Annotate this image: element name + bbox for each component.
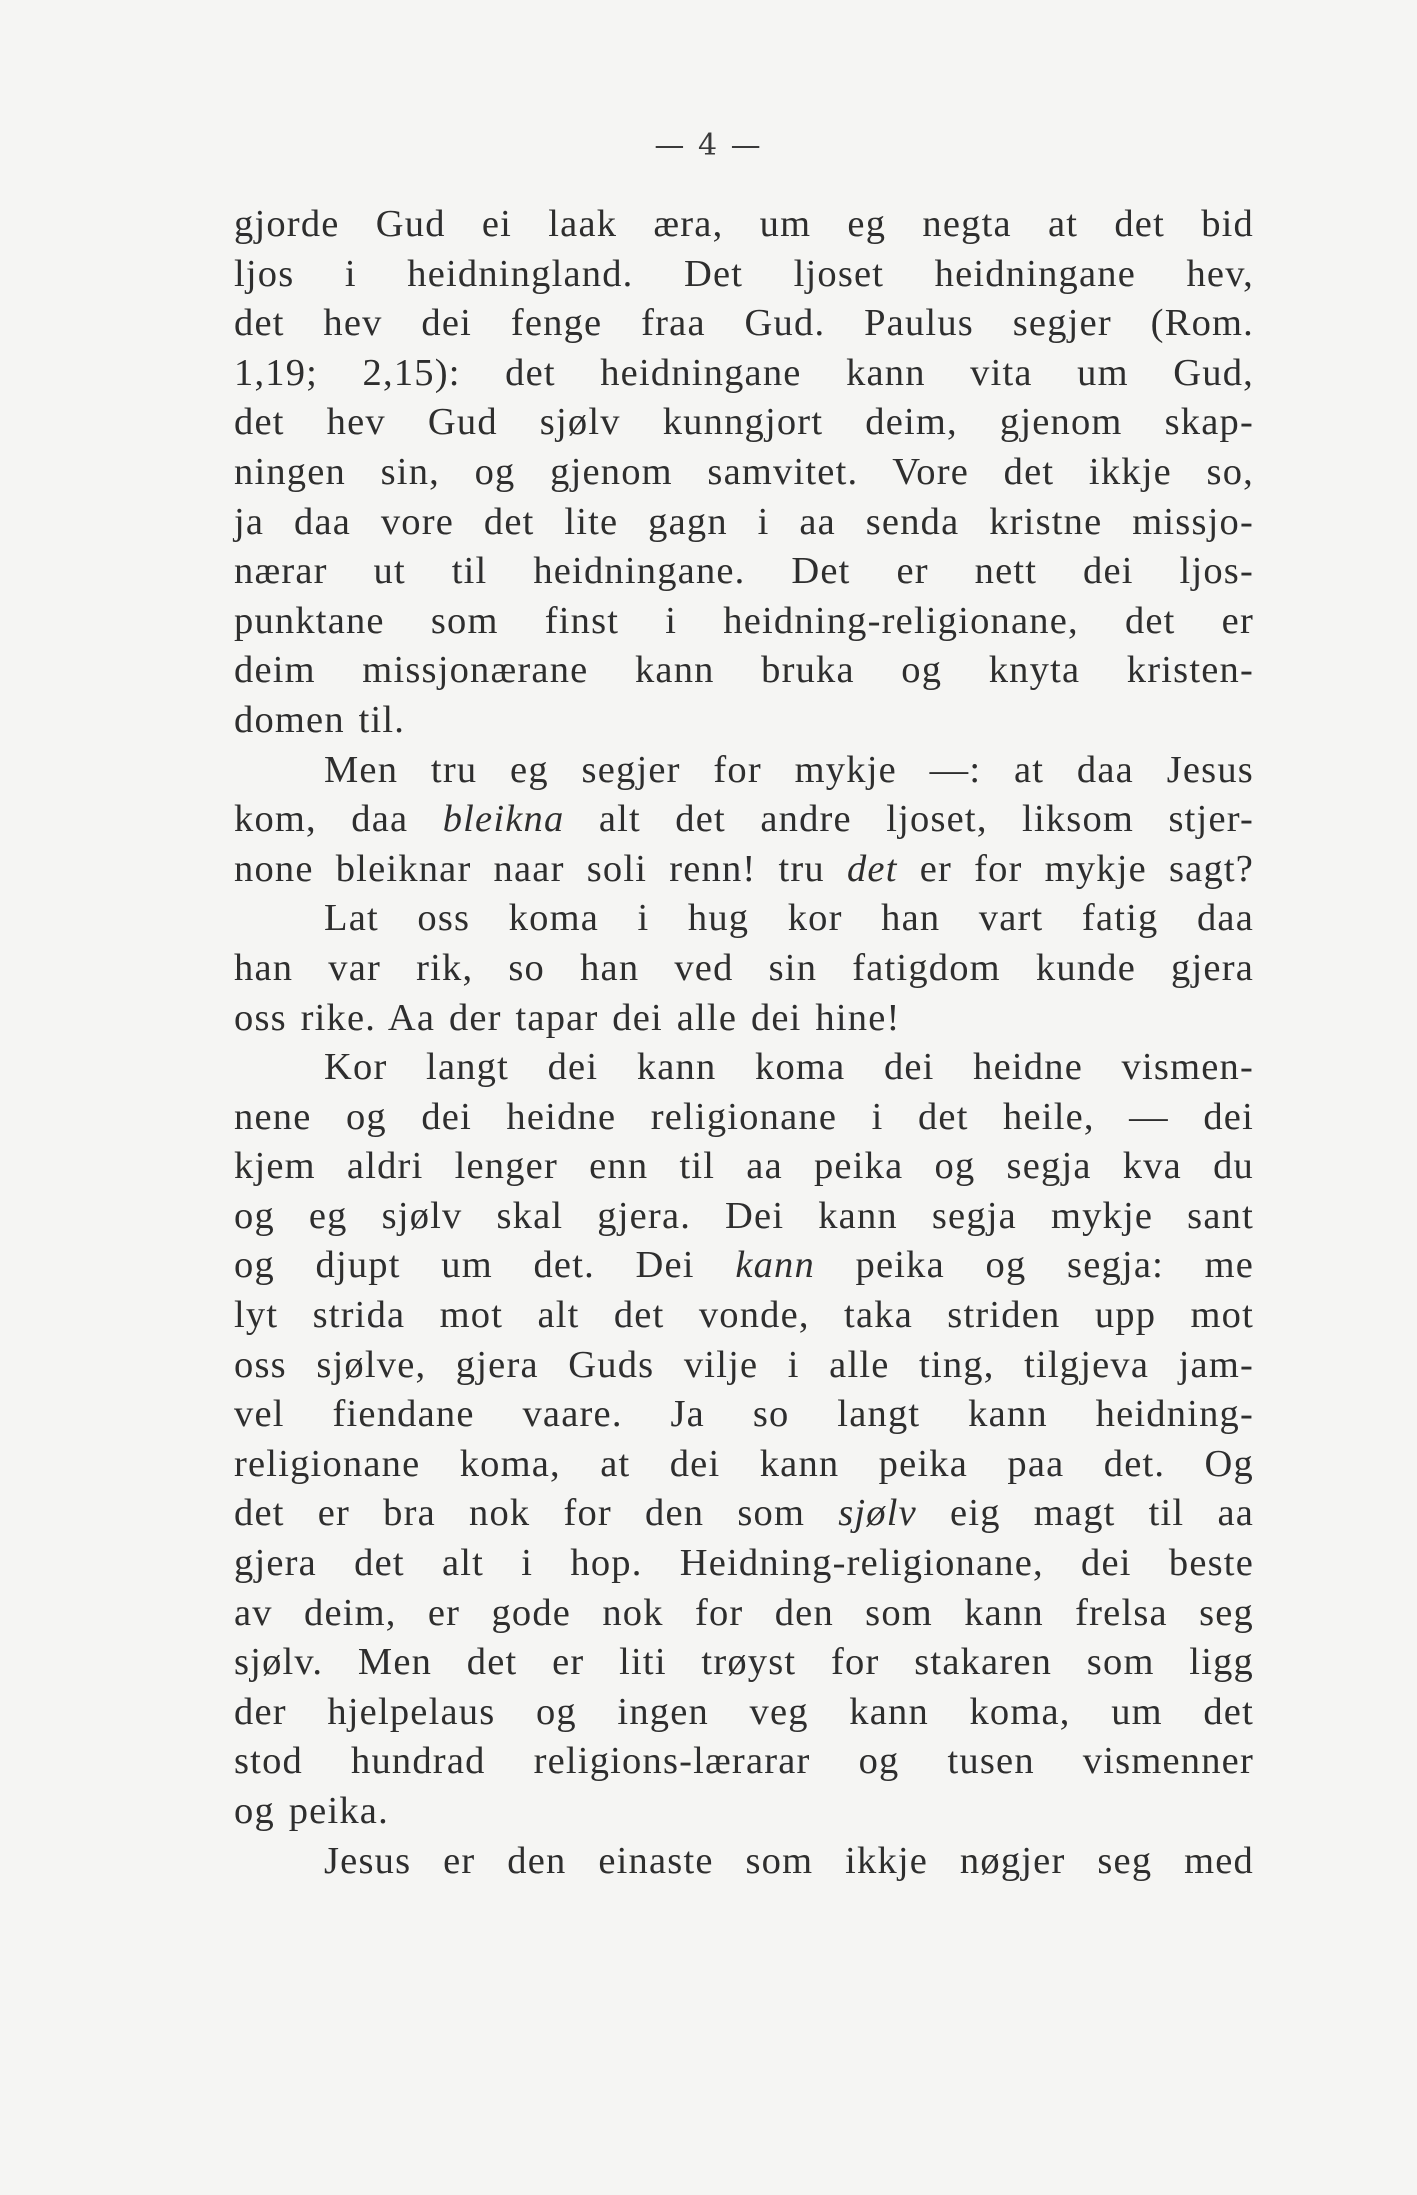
text-line: lyt strida mot alt det vonde, taka striden upp mot — [234, 1294, 1254, 1337]
text-line: det hev Gud sjølv kunngjort deim, gjenom skap- — [234, 401, 1254, 444]
text-line: Lat oss koma i hug kor han vart fatig daa — [324, 897, 1254, 940]
paragraph — [234, 200, 1254, 746]
body-text — [234, 200, 1254, 1886]
text-line: stod hundrad religions-lærarar og tusen vismenner — [234, 1740, 1254, 1783]
text-line: oss sjølve, gjera Guds vilje i alle ting, tilgjeva jam- — [234, 1343, 1254, 1386]
text-line: det hev dei fenge fraa Gud. Paulus segjer (Rom. — [234, 302, 1254, 345]
text-line: vel fiendane vaare. Ja so langt kann heidning- — [234, 1393, 1254, 1436]
text-line-rich: og djupt um det. Dei kann peika og segja: me — [234, 1244, 1255, 1287]
text-line: gjorde Gud ei laak æra, um eg negta at det bid — [234, 203, 1254, 245]
text-line: og peika. — [234, 1790, 389, 1832]
text-line-rich: kom, daa bleikna alt det andre ljoset, liksom stjer- — [234, 798, 1255, 841]
text-line: deim missjonærane kann bruka og knyta kristen- — [234, 649, 1254, 692]
text-line: kjem aldri lenger enn til aa peika og segja kva du — [234, 1145, 1254, 1188]
emphasized-word: det — [846, 847, 898, 890]
text-line: Kor langt dei kann koma dei heidne vismen- — [324, 1046, 1254, 1089]
text-line: Men tru eg segjer for mykje —: at daa Jesus — [324, 748, 1254, 791]
text-line: nene og dei heidne religionane i det heile, — dei — [234, 1095, 1254, 1138]
text-line: av deim, er gode nok for den som kann frelsa seg — [234, 1591, 1254, 1634]
text-line: gjera det alt i hop. Heidning-religionane, dei beste — [234, 1542, 1254, 1585]
text-line: ningen sin, og gjenom samvitet. Vore det ikkje so, — [234, 450, 1254, 493]
paragraph — [234, 746, 1254, 895]
text-line: sjølv. Men det er liti trøyst for stakaren som ligg — [234, 1641, 1254, 1684]
emphasized-word: bleikna — [442, 798, 565, 841]
text-line: punktane som finst i heidning-religionane, det er — [234, 599, 1254, 642]
paragraph — [234, 1043, 1254, 1837]
text-line: oss rike. Aa der tapar dei alle dei hine! — [234, 996, 901, 1039]
text-line: religionane koma, at dei kann peika paa det. Og — [234, 1442, 1254, 1485]
text-line: Jesus er den einaste som ikkje nøgjer seg med — [324, 1839, 1254, 1882]
page-number: — 4 — — [654, 128, 763, 163]
text-line: og eg sjølv skal gjera. Dei kann segja mykje sant — [234, 1194, 1254, 1237]
emphasized-word: kann — [735, 1244, 815, 1287]
text-line: 1,19; 2,15): det heidningane kann vita um Gud, — [234, 351, 1254, 394]
text-line: han var rik, so han ved sin fatigdom kunde gjera — [234, 946, 1254, 989]
text-line: ja daa vore det lite gagn i aa senda kristne missjo- — [234, 500, 1254, 543]
paragraph — [234, 1837, 1254, 1887]
text-line-rich: none bleiknar naar soli renn! tru det er for mykje sagt? — [234, 847, 1255, 890]
paragraph — [234, 894, 1254, 1043]
text-line: nærar ut til heidningane. Det er nett dei ljos- — [234, 550, 1254, 593]
text-line-rich: det er bra nok for den som sjølv eig magt til aa — [234, 1492, 1255, 1535]
text-line: domen til. — [234, 698, 406, 741]
emphasized-word: sjølv — [838, 1492, 917, 1535]
text-line: der hjelpelaus og ingen veg kann koma, um det — [234, 1690, 1254, 1733]
text-line: ljos i heidningland. Det ljoset heidningane hev, — [234, 252, 1254, 295]
